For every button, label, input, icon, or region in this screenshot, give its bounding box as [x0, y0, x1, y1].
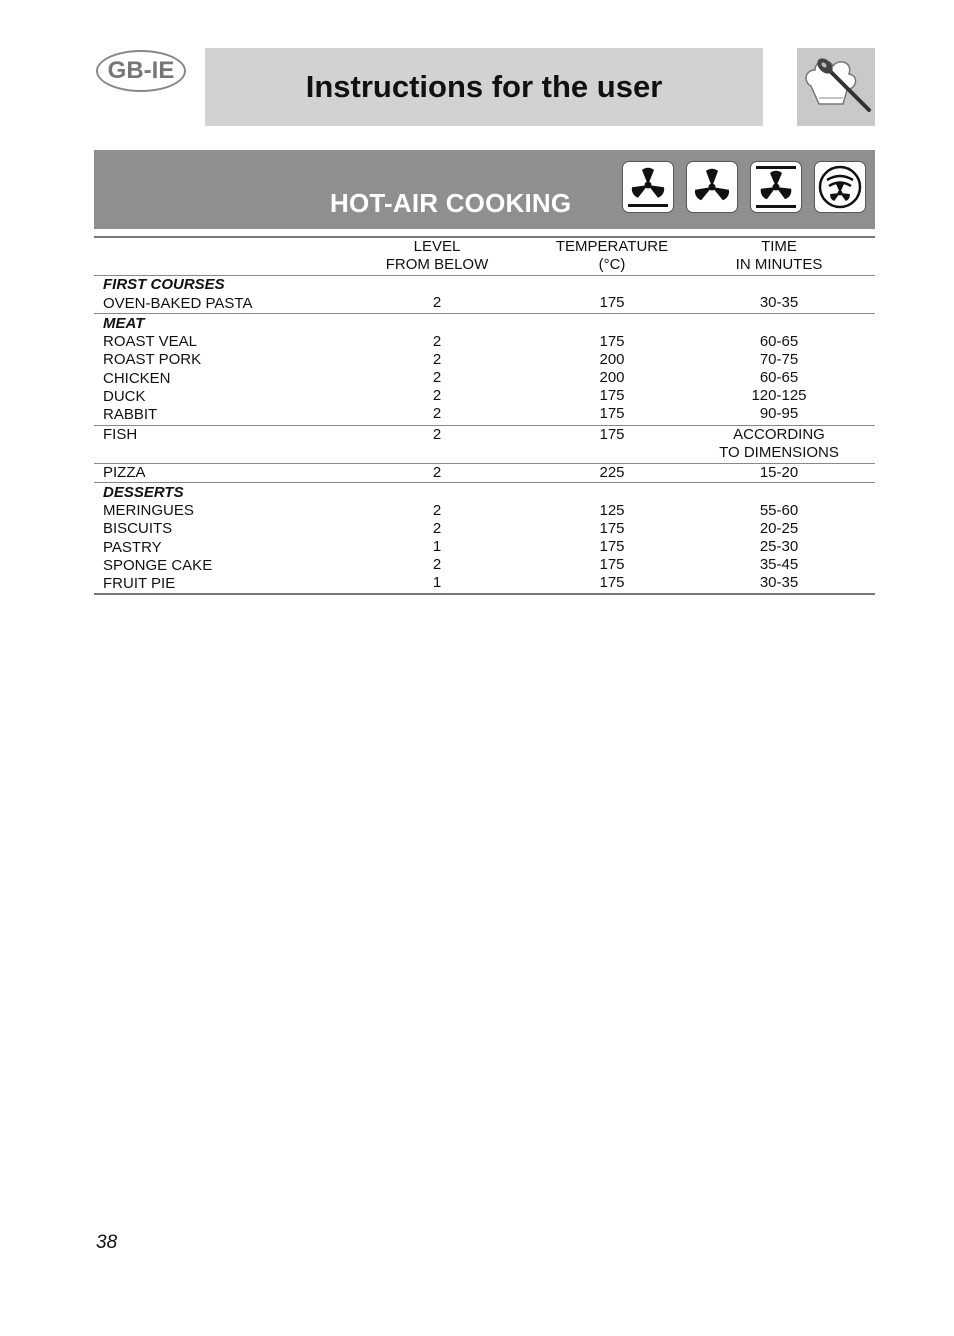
column-header-level: LEVEL FROM BELOW [385, 238, 489, 273]
dish-name: SPONGE CAKE [103, 557, 213, 574]
column-header-time: TIME IN MINUTES [735, 238, 823, 273]
temperature-value: 200 [599, 369, 625, 386]
fan-grill-icon [814, 161, 866, 213]
level-value: 2 [432, 387, 442, 404]
level-value: 2 [432, 294, 442, 311]
section-title: HOT-AIR COOKING [330, 188, 572, 218]
level-value: 2 [432, 426, 442, 443]
temperature-value: 225 [599, 464, 625, 481]
level-value: 1 [432, 538, 442, 555]
temperature-value: 175 [599, 520, 625, 537]
temperature-value: 175 [599, 574, 625, 591]
time-value: 60-65 [759, 333, 799, 350]
dish-name: MERINGUES [103, 502, 194, 519]
page-title-bar [205, 48, 763, 126]
time-value: 25-30 [759, 538, 799, 555]
level-value: 1 [432, 574, 442, 591]
level-value: 2 [432, 351, 442, 368]
dish-name: BISCUITS [103, 520, 173, 537]
dish-name: FRUIT PIE [103, 575, 176, 592]
page-title: Instructions for the user [305, 69, 663, 104]
temperature-value: 125 [599, 502, 625, 519]
temperature-value: 175 [599, 333, 625, 350]
level-value: 2 [432, 556, 442, 573]
language-badge: GB-IE [96, 50, 186, 92]
temperature-value: 175 [599, 294, 625, 311]
dish-name: PIZZA [103, 464, 146, 481]
level-value: 2 [432, 333, 442, 350]
time-value: ACCORDING TO DIMENSIONS [719, 426, 839, 461]
dish-name: DUCK [103, 388, 146, 405]
time-value: 120-125 [751, 387, 807, 404]
table-divider [94, 463, 875, 464]
temperature-value: 175 [599, 556, 625, 573]
time-value: 20-25 [759, 520, 799, 537]
temperature-value: 175 [599, 426, 625, 443]
temperature-value: 200 [599, 351, 625, 368]
time-value: 90-95 [759, 405, 799, 422]
temperature-value: 175 [599, 405, 625, 422]
time-value: 30-35 [759, 294, 799, 311]
category-label: DESSERTS [103, 484, 184, 501]
fan-icon [686, 161, 738, 213]
column-header-temperature: TEMPERATURE (°C) [555, 238, 669, 273]
page-number: 38 [96, 1232, 118, 1253]
time-value: 60-65 [759, 369, 799, 386]
dish-name: ROAST VEAL [103, 333, 197, 350]
fan-bottom-heat-icon [622, 161, 674, 213]
category-label: MEAT [103, 315, 145, 332]
dish-name: OVEN-BAKED PASTA [103, 295, 253, 312]
time-value: 15-20 [759, 464, 799, 481]
section-header [94, 150, 875, 229]
temperature-value: 175 [599, 387, 625, 404]
table-bottom-rule [94, 593, 875, 595]
category-label: FIRST COURSES [103, 276, 225, 293]
time-value: 35-45 [759, 556, 799, 573]
dish-name: PASTRY [103, 539, 162, 556]
table-divider [94, 482, 875, 483]
chef-hat-spoon-icon [797, 48, 875, 126]
dish-name: FISH [103, 426, 138, 443]
time-value: 55-60 [759, 502, 799, 519]
dish-name: ROAST PORK [103, 351, 202, 368]
level-value: 2 [432, 405, 442, 422]
level-value: 2 [432, 464, 442, 481]
level-value: 2 [432, 520, 442, 537]
time-value: 70-75 [759, 351, 799, 368]
level-value: 2 [432, 369, 442, 386]
level-value: 2 [432, 502, 442, 519]
dish-name: CHICKEN [103, 370, 171, 387]
temperature-value: 175 [599, 538, 625, 555]
fan-top-bottom-heat-icon [750, 161, 802, 213]
time-value: 30-35 [759, 574, 799, 591]
dish-name: RABBIT [103, 406, 158, 423]
table-divider [94, 313, 875, 314]
